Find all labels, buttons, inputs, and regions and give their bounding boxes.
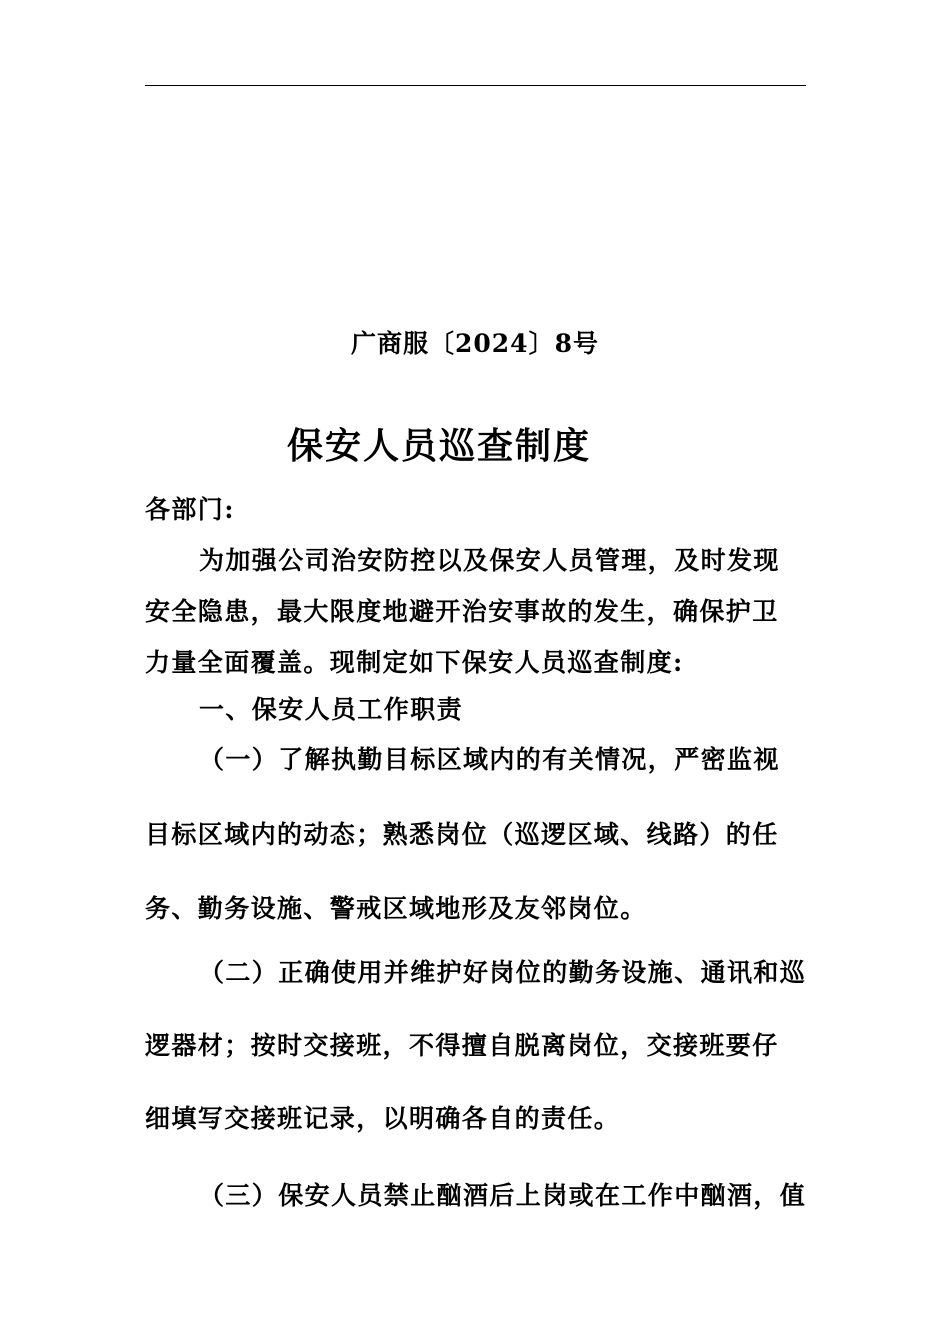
body-line-8: （二）正确使用并维护好岗位的勤务设施、通讯和巡 xyxy=(199,958,807,987)
document-number: 广商服〔2024〕8号 xyxy=(351,329,599,358)
body-line-2: 安全隐患，最大限度地避开治安事故的发生，确保护卫 xyxy=(145,597,779,626)
document-title: 保安人员巡查制度 xyxy=(287,425,592,467)
body-line-1: 为加强公司治安防控以及保安人员管理，及时发现 xyxy=(199,546,780,575)
body-line-9: 逻器材；按时交接班，不得擅自脱离岗位，交接班要仔 xyxy=(145,1031,779,1060)
body-line-7: 务、勤务设施、警戒区域地形及友邻岗位。 xyxy=(145,894,647,923)
body-line-6: 目标区域内的动态；熟悉岗位（巡逻区域、线路）的任 xyxy=(145,820,779,849)
body-line-5: （一）了解执勤目标区域内的有关情况，严密监视 xyxy=(199,745,780,774)
section-heading-1: 一、保安人员工作职责 xyxy=(199,695,464,724)
body-line-3: 力量全面覆盖。现制定如下保安人员巡查制度: xyxy=(145,648,684,677)
body-line-11: （三）保安人员禁止酗酒后上岗或在工作中酗酒，值 xyxy=(199,1181,807,1210)
body-line-10: 细填写交接班记录，以明确各自的责任。 xyxy=(145,1104,621,1133)
header-rule xyxy=(145,85,806,86)
salutation: 各部门: xyxy=(145,495,235,524)
